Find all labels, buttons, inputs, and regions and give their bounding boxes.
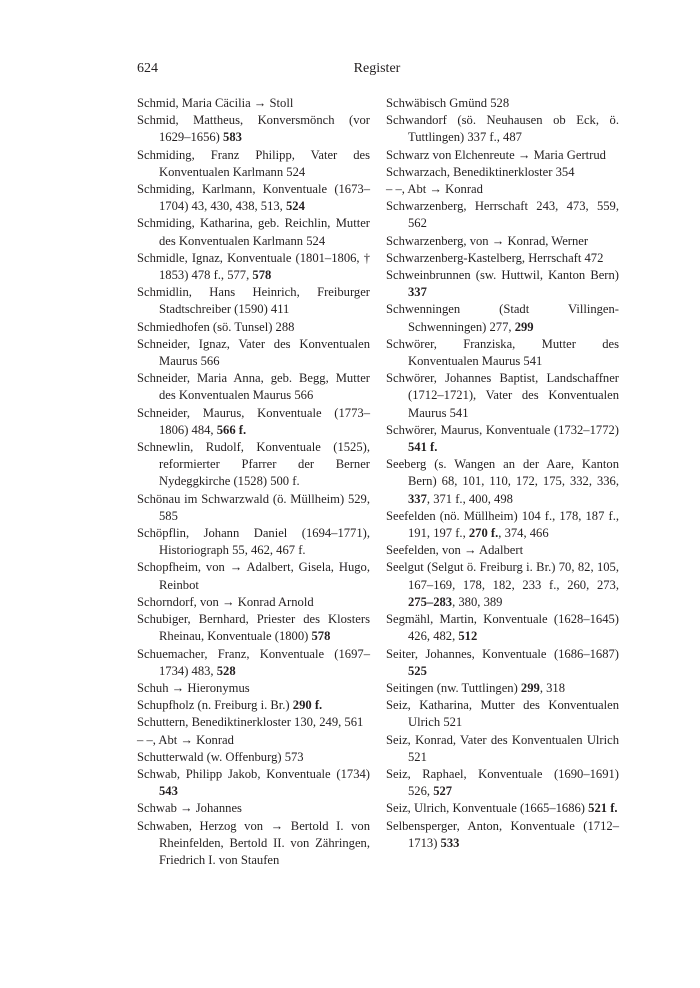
index-column-left: [137, 95, 370, 869]
index-entry: Schöpflin, Johann Daniel (1694–1771), Historiograph 55, 462, 467 f.: [137, 526, 370, 558]
index-entry: Schneider, Maurus, Konventuale (1773–1806) 484, 566 f.: [137, 405, 370, 437]
index-entry: Schopfheim, von → Adalbert, Gisela, Hugo, Reinbot: [137, 560, 370, 592]
index-entry: Seiter, Johannes, Konventuale (1686–1687) 525: [386, 646, 619, 678]
index-entry: Schwarzach, Benediktinerkloster 354: [386, 164, 575, 179]
index-entry: Schneider, Maria Anna, geb. Begg, Mutter des Konventualen Maurus 566: [137, 371, 370, 403]
index-entry: Schmiding, Katharina, geb. Reichlin, Mutter des Konventualen Karlmann 524: [137, 216, 370, 248]
index-entry: Schuh → Hieronymus: [137, 680, 250, 695]
index-entry: Schorndorf, von → Konrad Arnold: [137, 594, 314, 609]
index-entry: Schwäbisch Gmünd 528: [386, 96, 510, 110]
index-entry: Schwörer, Franziska, Mutter des Konventualen Maurus 541: [386, 336, 619, 369]
index-entry: Schutterwald (w. Offenburg) 573: [137, 749, 304, 764]
index-entry: Schwab, Philipp Jakob, Konventuale (1734) 543: [137, 766, 370, 799]
page-header: [137, 61, 617, 81]
index-entry: Seefelden, von → Adalbert: [386, 543, 524, 558]
index-entry: Schmiedhofen (sö. Tunsel) 288: [137, 319, 295, 334]
index-entry: Schubiger, Bernhard, Priester des Klosters Rheinau, Konventuale (1800) 578: [137, 612, 370, 644]
index-entry: Seiz, Katharina, Mutter des Konventualen Ulrich 521: [386, 698, 619, 730]
index-entry: Seitingen (nw. Tuttlingen) 299, 318: [386, 680, 565, 695]
index-entry: Schweinbrunnen (sw. Huttwil, Kanton Bern) 337: [386, 268, 619, 300]
index-entry: Schmiding, Franz Philipp, Vater des Konventualen Karlmann 524: [137, 147, 370, 179]
index-entry: Seiz, Raphael, Konventuale (1690–1691) 526, 527: [386, 766, 619, 799]
index-entry: Schwarzenberg, Herrschaft 243, 473, 559, 562: [386, 199, 619, 231]
index-entry: Schmiding, Karlmann, Konventuale (1673–1704) 43, 430, 438, 513, 524: [137, 182, 370, 214]
index-entry: Schwab → Johannes: [137, 801, 242, 816]
index-entry: Schwaben, Herzog von → Bertold I. von Rheinfelden, Bertold II. von Zähringen, Friedrich I. von Staufen: [137, 818, 370, 867]
index-entry: Schuttern, Benediktinerkloster 130, 249, 561: [137, 715, 364, 730]
index-entry: Seiz, Konrad, Vater des Konventualen Ulrich 521: [386, 732, 619, 764]
index-entry: Schwandorf (sö. Neuhausen ob Eck, ö. Tuttlingen) 337 f., 487: [386, 113, 619, 145]
index-entry: Seelgut (Selgut ö. Freiburg i. Br.) 70, 82, 105, 167–169, 178, 182, 233 f., 260, 273, 275–283, 380, 389: [386, 560, 619, 609]
index-entry: Selbensperger, Anton, Konventuale (1712–1713) 533: [386, 818, 619, 850]
index-entry: – –, Abt → Konrad: [137, 732, 234, 747]
index-entry: Schwarz von Elchenreute → Maria Gertrud: [386, 147, 606, 162]
index-entry: Schmid, Mattheus, Konversmönch (vor 1629–1656) 583: [137, 113, 370, 145]
index-entry: Schmidle, Ignaz, Konventuale (1801–1806, † 1853) 478 f., 577, 578: [137, 250, 370, 283]
index-entry: Schupfholz (n. Freiburg i. Br.) 290 f.: [137, 698, 323, 713]
index-entry: Schönau im Schwarzwald (ö. Müllheim) 529, 585: [137, 491, 370, 523]
index-entry: Schwarzenberg, von → Konrad, Werner: [386, 233, 589, 248]
index-entry: Schwörer, Maurus, Konventuale (1732–1772) 541 f.: [386, 422, 619, 455]
index-entry: Schneider, Ignaz, Vater des Konventualen Maurus 566: [137, 336, 370, 369]
index-entry: Schwörer, Johannes Baptist, Landschaffner (1712–1721), Vater des Konventualen Maurus 541: [386, 371, 619, 420]
index-entry: Segmähl, Martin, Konventuale (1628–1645) 426, 482, 512: [386, 612, 619, 644]
running-head: Register: [353, 61, 401, 76]
index-entry: Seefelden (nö. Müllheim) 104 f., 178, 187 f., 191, 197 f., 270 f., 374, 466: [386, 508, 619, 541]
index-entry: Schmidlin, Hans Heinrich, Freiburger Stadtschreiber (1590) 411: [137, 285, 370, 317]
index-entry: Schmid, Maria Cäcilia → Stoll: [137, 96, 294, 110]
index-entry: Schwenningen (Stadt Villingen-Schwenningen) 277, 299: [386, 302, 619, 334]
index-entry: – –, Abt → Konrad: [386, 182, 483, 197]
index-entry: Schuemacher, Franz, Konventuale (1697–1734) 483, 528: [137, 646, 370, 678]
page-number: 624: [137, 61, 158, 76]
index-entry: Seiz, Ulrich, Konventuale (1665–1686) 521 f.: [386, 801, 618, 816]
index-entry: Schwarzenberg-Kastelberg, Herrschaft 472: [386, 250, 604, 265]
index-column-right: [386, 95, 619, 852]
index-entry: Schnewlin, Rudolf, Konventuale (1525), reformierter Pfarrer der Berner Nydeggkirche (1528) 500 f.: [137, 440, 370, 489]
index-entry: Seeberg (s. Wangen an der Aare, Kanton Bern) 68, 101, 110, 172, 175, 332, 336, 337, 371 f., 400, 498: [386, 457, 619, 506]
